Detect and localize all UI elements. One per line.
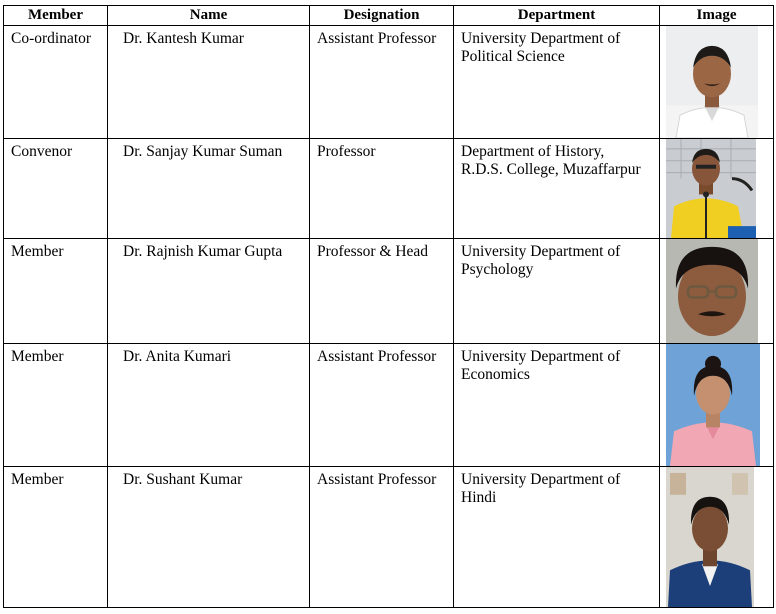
- member-designation: Professor & Head: [310, 239, 454, 344]
- member-role: Co-ordinator: [4, 26, 108, 139]
- person-photo-icon: [666, 239, 758, 343]
- table-row: [4, 239, 774, 344]
- member-department: [454, 26, 660, 139]
- member-role: Member: [4, 239, 108, 344]
- header-image: Image: [660, 6, 774, 26]
- member-department: [454, 239, 660, 344]
- member-name: Dr. Rajnish Kumar Gupta: [108, 239, 310, 344]
- member-role: Member: [4, 467, 108, 608]
- member-name: Dr. Sushant Kumar: [108, 467, 310, 608]
- department-line: Political Science: [461, 48, 565, 65]
- member-designation: Assistant Professor: [310, 26, 454, 139]
- department-line: Hindi: [461, 489, 497, 506]
- member-designation: Professor: [310, 139, 454, 239]
- department-line: Economics: [461, 366, 530, 383]
- department-line: Psychology: [461, 261, 534, 278]
- photo-cell: [660, 239, 774, 344]
- department-line: University Department of: [461, 30, 621, 47]
- table-row: [4, 139, 774, 239]
- member-name: Dr. Anita Kumari: [108, 344, 310, 467]
- photo-cell: [660, 139, 774, 239]
- department-line: R.D.S. College, Muzaffarpur: [461, 161, 641, 178]
- person-photo-icon: [666, 26, 758, 138]
- department-line: Department of History,: [461, 143, 605, 160]
- department-line: University Department of: [461, 243, 621, 260]
- table-row: [4, 467, 774, 608]
- member-name: Dr. Sanjay Kumar Suman: [108, 139, 310, 239]
- header-designation: Designation: [310, 6, 454, 26]
- committee-table: [3, 5, 774, 608]
- person-photo-icon: [666, 344, 760, 466]
- header-name: Name: [108, 6, 310, 26]
- photo-cell: [660, 467, 774, 608]
- member-department: [454, 344, 660, 467]
- header-department: Department: [454, 6, 660, 26]
- person-photo-icon: [666, 467, 754, 607]
- header-row: [4, 6, 774, 26]
- photo-cell: [660, 344, 774, 467]
- member-designation: Assistant Professor: [310, 467, 454, 608]
- member-role: Convenor: [4, 139, 108, 239]
- person-photo-icon: [666, 139, 756, 238]
- photo-cell: [660, 26, 774, 139]
- department-line: University Department of: [461, 348, 621, 365]
- member-department: [454, 467, 660, 608]
- member-designation: Assistant Professor: [310, 344, 454, 467]
- table-row: [4, 344, 774, 467]
- header-member: Member: [4, 6, 108, 26]
- table-row: [4, 26, 774, 139]
- department-line: University Department of: [461, 471, 621, 488]
- member-name: Dr. Kantesh Kumar: [108, 26, 310, 139]
- member-department: [454, 139, 660, 239]
- member-role: Member: [4, 344, 108, 467]
